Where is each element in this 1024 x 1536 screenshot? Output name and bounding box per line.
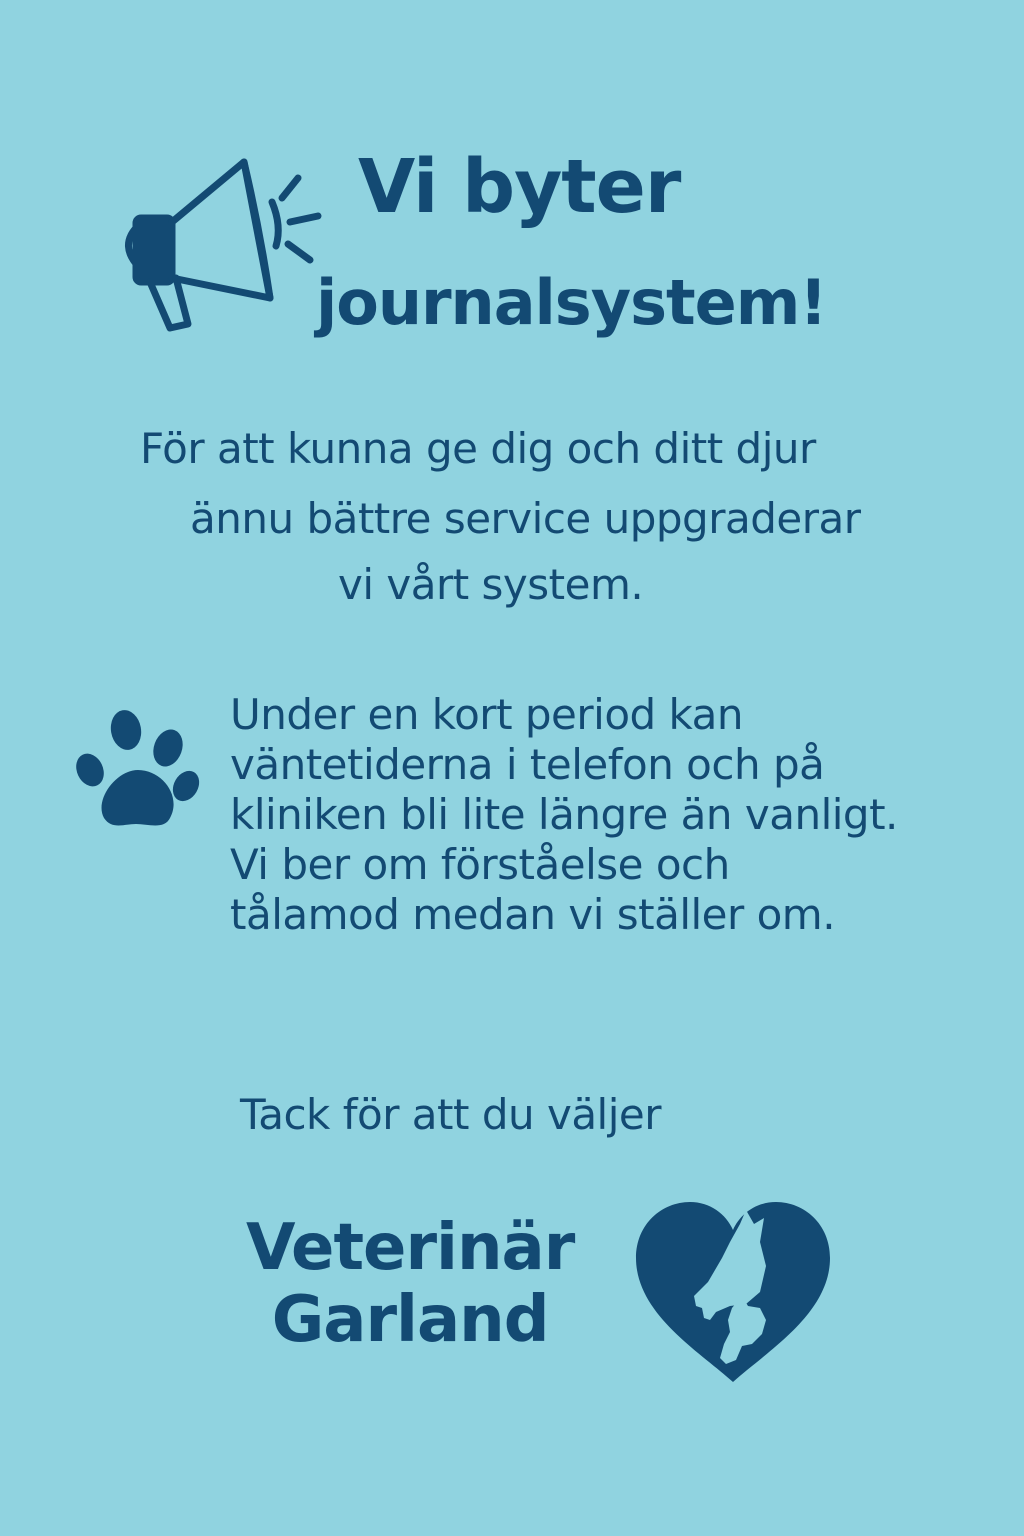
intro-line-1: För att kunna ge dig och ditt djur [140, 424, 816, 473]
brand-name [246, 1212, 574, 1356]
paw-icon [70, 708, 200, 830]
brand-name-line-2: Garland [271, 1283, 549, 1357]
notice-line: kliniken bli lite längre än vanligt. [230, 790, 898, 839]
intro-line-2: ännu bättre service uppgraderar [190, 494, 861, 543]
headline-line-2: journalsystem! [316, 266, 827, 339]
intro-line-3: vi vårt system. [338, 560, 644, 609]
thanks-text: Tack för att du väljer [240, 1090, 661, 1139]
megaphone-icon [112, 150, 332, 340]
notice-text [230, 690, 898, 940]
notice-line: Under en kort period kan [230, 690, 743, 739]
notice-line: tålamod medan vi ställer om. [230, 890, 836, 939]
notice-line: väntetiderna i telefon och på [230, 740, 825, 789]
heart-dog-cat-logo [630, 1196, 836, 1386]
notice-line: Vi ber om förståelse och [230, 840, 730, 889]
headline-line-1: Vi byter [358, 144, 681, 230]
brand-name-line-1: Veterinär [246, 1211, 575, 1285]
